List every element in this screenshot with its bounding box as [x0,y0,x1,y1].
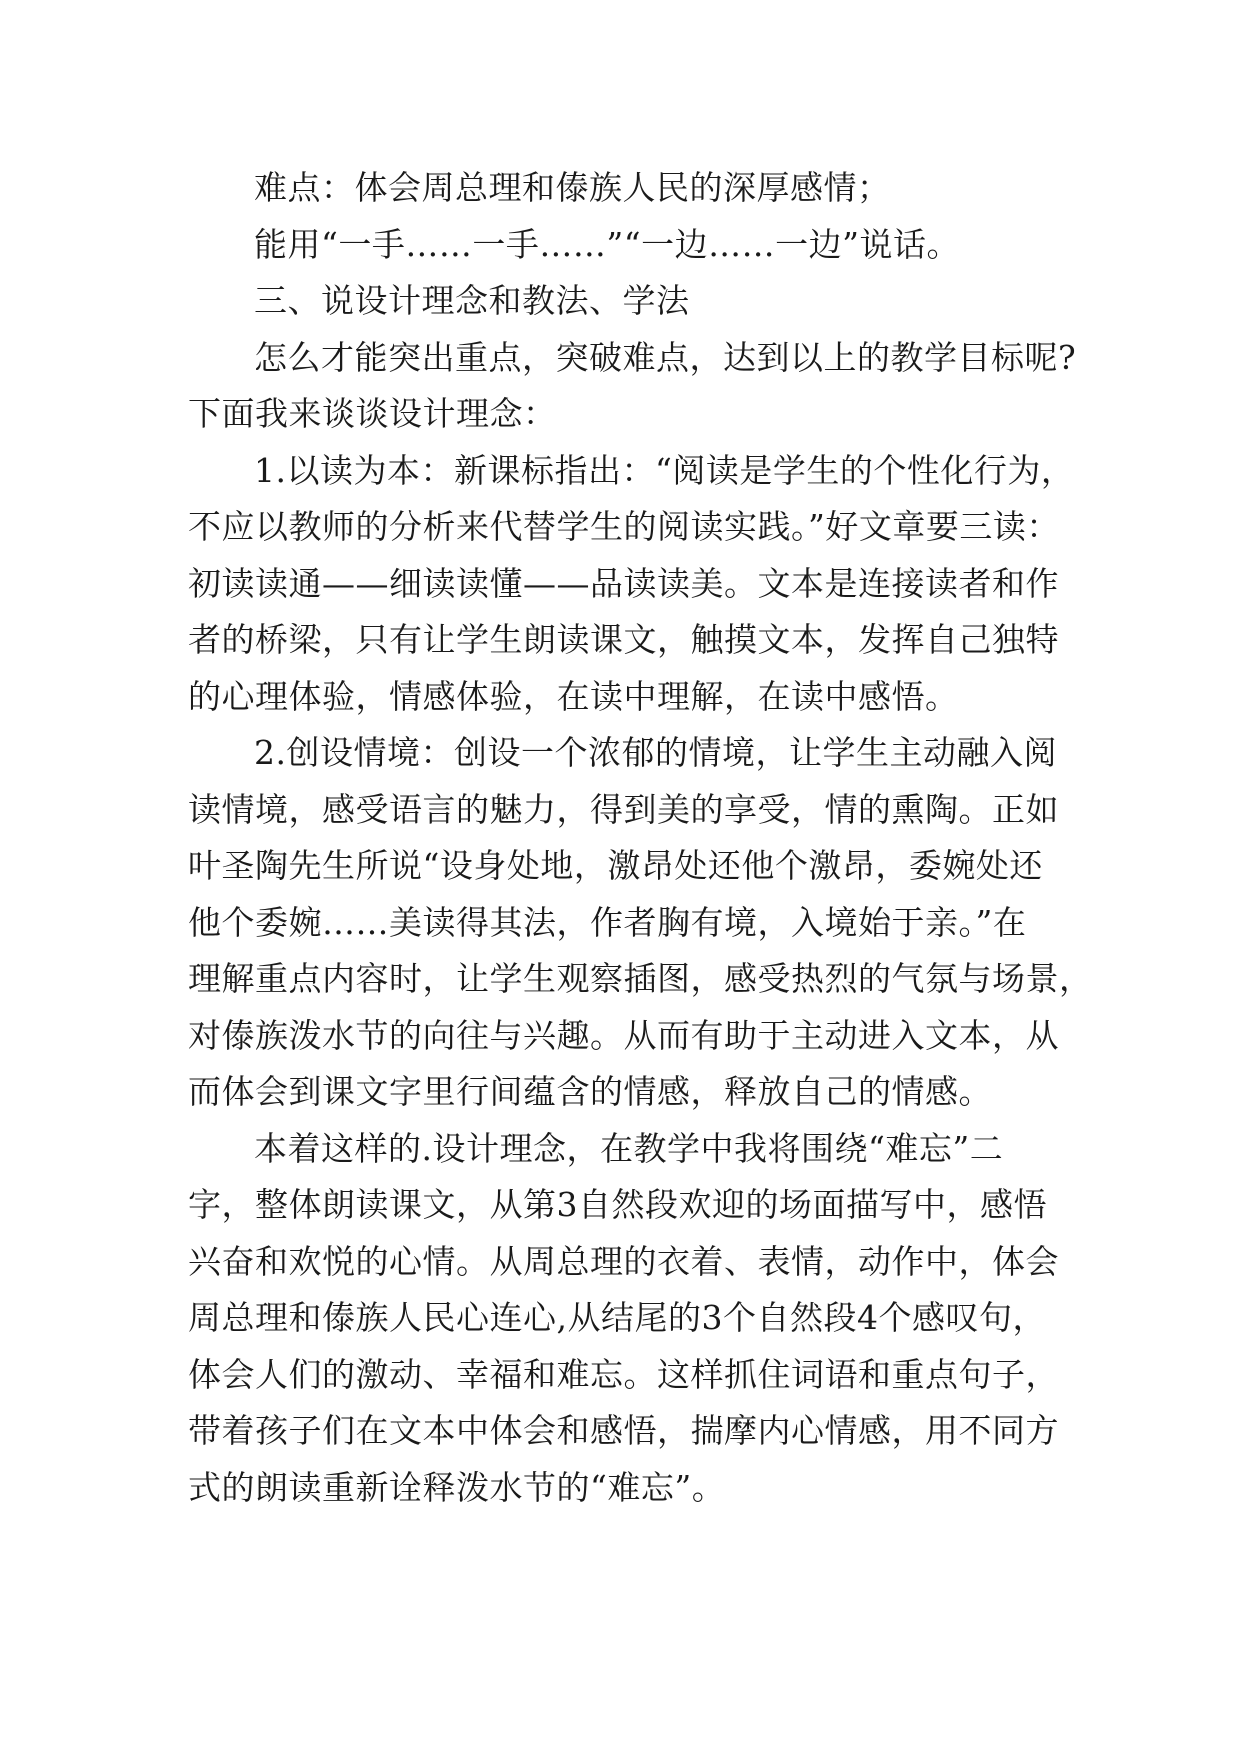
text-line: 下面我来谈谈设计理念： [188,394,557,433]
text-line: 他个委婉……美读得其法，作者胸有境，入境始于亲。”在 [188,902,1027,942]
text-line: 三、说设计理念和教法、学法 [254,281,690,320]
paragraph-intro-question [188,330,1077,443]
paragraph-reading-based [188,443,1075,726]
text-line: 而体会到课文字里行间蕴含的情感，释放自己的情感。 [188,1072,992,1111]
text-line: 不应以教师的分析来代替学生的阅读实践。”好文章要三读： [188,507,1060,546]
text-line: 1.以读为本：新课标指出：“阅读是学生的个性化行为， [254,450,1075,490]
section-heading [188,273,1053,330]
text-line: 者的桥梁，只有让学生朗读课文，触摸文本，发挥自己独特 [188,620,1059,659]
text-line: 初读读通——细读读懂——品读读美。文本是连接读者和作 [188,563,1059,603]
text-line: 怎么才能突出重点，突破难点，达到以上的教学目标呢? [254,337,1077,377]
text-line: 带着孩子们在文本中体会和感悟，揣摩内心情感，用不同方 [188,1411,1059,1450]
text-line: 的心理体验，情感体验，在读中理解，在读中感悟。 [188,676,959,716]
text-line: 2.创设情境：创设一个浓郁的情境，让学生主动融入阅 [254,733,1057,772]
text-line: 理解重点内容时，让学生观察插图，感受热烈的气氛与场景， [188,959,1093,998]
text-line: 本着这样的.设计理念，在教学中我将围绕“难忘”二 [254,1128,1004,1168]
text-line: 兴奋和欢悦的心情。从周总理的衣着、表情，动作中，体会 [188,1241,1059,1281]
text-line: 难点：体会周总理和傣族人民的深厚感情； [254,168,891,207]
document-body [188,160,1093,1516]
text-line: 周总理和傣族人民心连心,从结尾的3个自然段4个感叹句， [188,1298,1046,1337]
paragraph-difficulty [188,160,1053,217]
text-line: 能用“一手……一手……”“一边……一边”说话。 [254,224,960,264]
text-line: 体会人们的激动、幸福和难忘。这样抓住词语和重点句子， [188,1354,1059,1394]
paragraph-sentence-pattern [188,217,1053,274]
text-line: 字，整体朗读课文，从第3自然段欢迎的场面描写中，感悟 [188,1185,1047,1224]
text-line: 读情境，感受语言的魅力，得到美的享受，情的熏陶。正如 [188,789,1059,829]
text-line: 式的朗读重新诠释泼水节的“难忘”。 [188,1467,726,1507]
paragraph-teaching-plan [188,1121,1059,1517]
text-line: 叶圣陶先生所说“设身处地，激昂处还他个激昂，委婉处还 [188,846,1043,885]
paragraph-create-scenario [188,725,1093,1121]
text-line: 对傣族泼水节的向往与兴趣。从而有助于主动进入文本，从 [188,1015,1059,1055]
